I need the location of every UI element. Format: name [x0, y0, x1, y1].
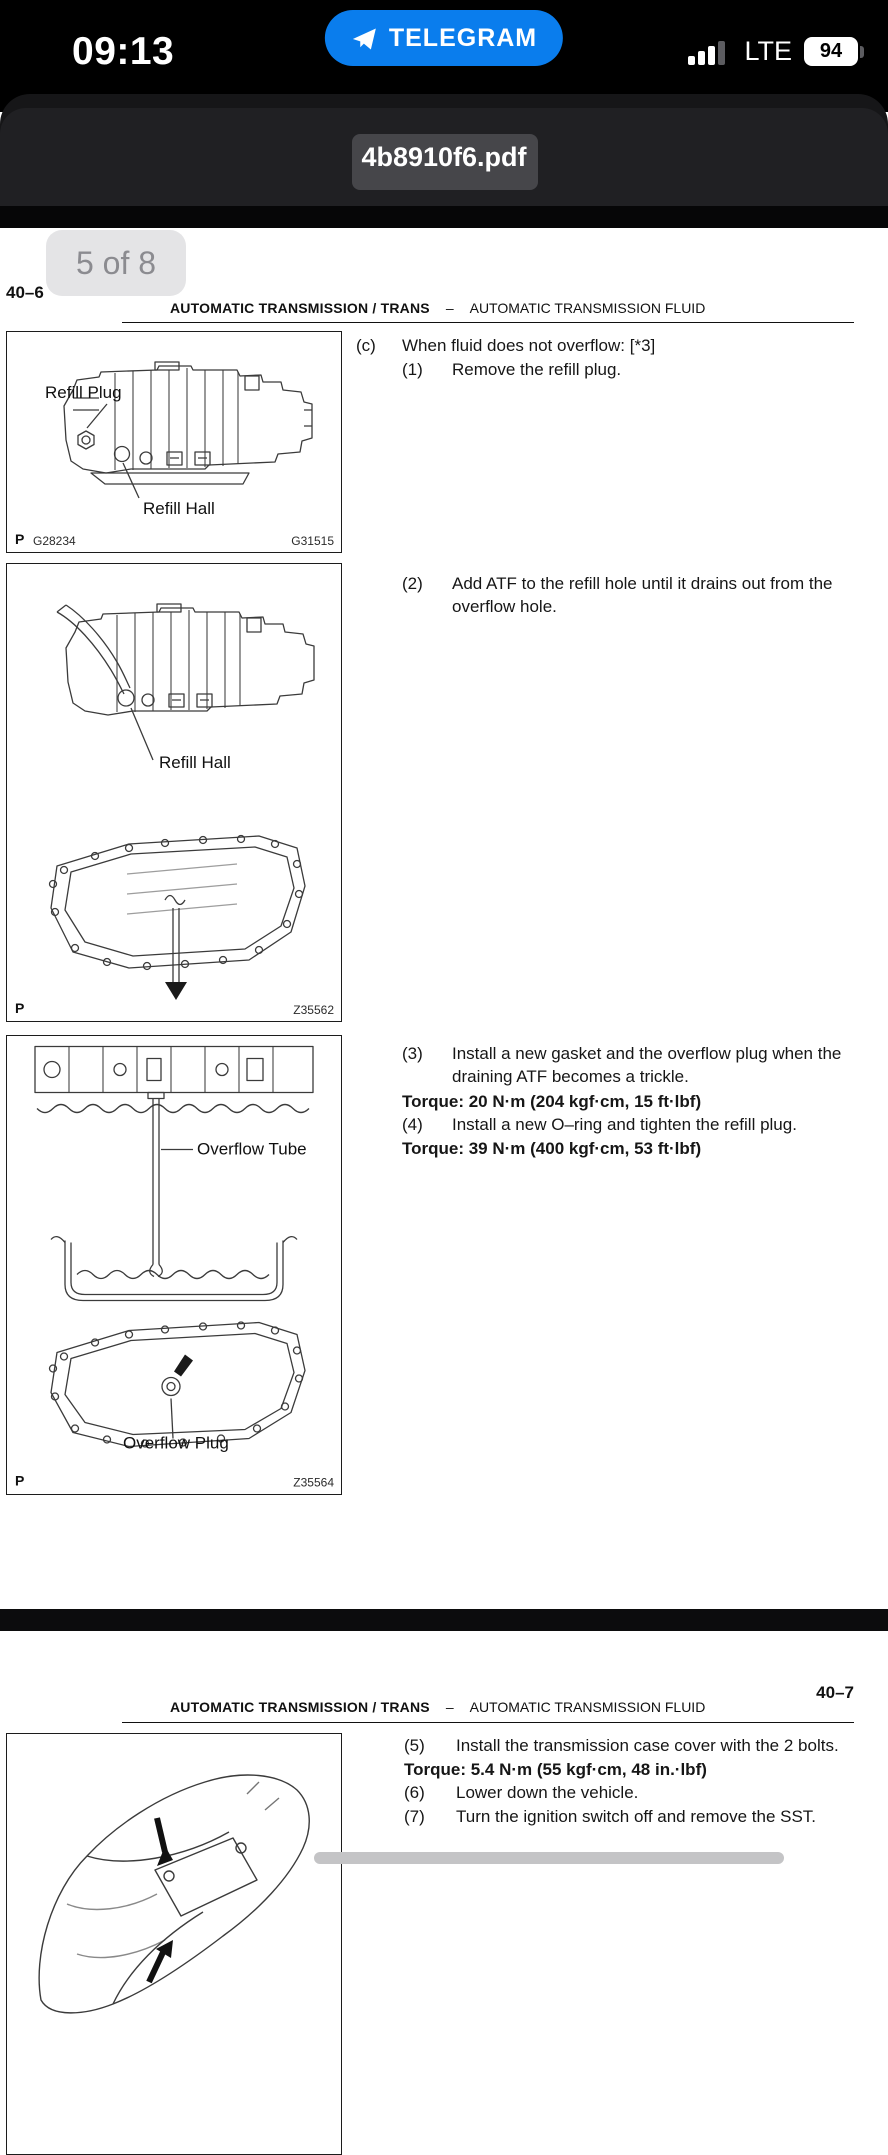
- transmission-and-pan-drawing: [7, 564, 341, 1021]
- step-marker: (2): [402, 574, 423, 593]
- figure-p-mark: P: [15, 531, 25, 547]
- step-text: Lower down the vehicle.: [456, 1783, 639, 1802]
- torque-row-3: [404, 1758, 707, 1781]
- step-marker: (6): [404, 1783, 425, 1802]
- network-type-label: LTE: [744, 36, 792, 66]
- torque-text: Torque: 39 N·m (400 kgf·cm, 53 ft·lbf): [402, 1139, 702, 1158]
- header-section: AUTOMATIC TRANSMISSION / TRANS: [170, 300, 430, 316]
- figure-code-right: G31515: [291, 534, 334, 548]
- status-time: 09:13: [72, 30, 175, 73]
- step-marker: (3): [402, 1044, 423, 1063]
- step-row-2: [402, 572, 858, 618]
- torque-text: Torque: 20 N·m (204 kgf·cm, 15 ft·lbf): [402, 1092, 702, 1111]
- step-marker: (7): [404, 1807, 425, 1826]
- step-row-3: [402, 1042, 858, 1088]
- step-marker: (5): [404, 1736, 425, 1755]
- figure-code-right: Z35564: [293, 1475, 334, 1490]
- step-row-4: [402, 1113, 797, 1136]
- figure-case-cover: [6, 1733, 342, 2155]
- step-text: Add ATF to the refill hole until it drains out from the overflow hole.: [452, 574, 833, 616]
- step-row-7: [404, 1805, 816, 1828]
- figure-code-right: Z35562: [293, 1003, 334, 1017]
- torque-text: Torque: 5.4 N·m (55 kgf·cm, 48 in.·lbf): [404, 1760, 707, 1779]
- label-refill-hall: Refill Hall: [143, 499, 215, 518]
- telegram-send-icon: [351, 25, 378, 52]
- document-title[interactable]: 4b8910f6.pdf: [361, 142, 527, 172]
- battery-nub: [860, 46, 864, 58]
- torque-row-2: [402, 1137, 701, 1160]
- battery-percent: 94: [819, 40, 843, 62]
- step-text: When fluid does not overflow: [*3]: [402, 336, 656, 355]
- overflow-tube-and-pan-drawing: [7, 1036, 341, 1494]
- transmission-perspective-drawing: [7, 1734, 341, 2154]
- step-text: Install a new gasket and the overflow plug when the draining ATF becomes a trickle.: [452, 1044, 842, 1086]
- signal-strength-icon: [686, 37, 732, 67]
- page-break-band: [0, 1609, 888, 1631]
- figure-code-left: G28234: [33, 534, 76, 548]
- step-row-5: [404, 1734, 839, 1757]
- header-rule: [122, 1722, 854, 1723]
- figure-p-mark: P: [15, 1000, 25, 1016]
- figure-p-mark: P: [15, 1472, 25, 1489]
- status-right-cluster: [686, 36, 864, 67]
- header-section: AUTOMATIC TRANSMISSION / TRANS: [170, 1699, 430, 1715]
- transmission-side-view-drawing: [7, 332, 341, 552]
- figure-overflow-tube: [6, 1035, 342, 1495]
- step-text: Install a new O–ring and tighten the refill plug.: [452, 1115, 797, 1134]
- figure-refill-plug: [6, 331, 342, 553]
- label-refill-hall: Refill Hall: [159, 753, 231, 772]
- telegram-return-button[interactable]: [325, 10, 563, 66]
- header-rule: [122, 322, 854, 323]
- step-text: Turn the ignition switch off and remove the SST.: [456, 1807, 817, 1826]
- label-overflow-tube: Overflow Tube: [197, 1139, 307, 1159]
- step-marker: (1): [402, 360, 423, 379]
- document-header: [0, 108, 888, 206]
- page-indicator: 5 of 8: [46, 230, 186, 296]
- step-text: Remove the refill plug.: [452, 360, 622, 379]
- horizontal-scroll-indicator[interactable]: [314, 1852, 784, 1864]
- step-marker: (4): [402, 1115, 423, 1134]
- torque-row-1: [402, 1090, 701, 1113]
- page-number-right: 40–7: [816, 1683, 854, 1702]
- telegram-label: TELEGRAM: [388, 23, 538, 52]
- header-dash: –: [445, 300, 454, 316]
- step-text: Install the transmission case cover with the 2 bolts.: [456, 1736, 839, 1755]
- page2-running-header: [170, 1699, 705, 1715]
- label-overflow-plug: Overflow Plug: [123, 1433, 229, 1453]
- header-divider: [0, 206, 888, 228]
- step-row-c: [356, 334, 655, 357]
- label-refill-plug: Refill Plug: [45, 383, 122, 402]
- header-dash: –: [445, 1699, 454, 1715]
- header-topic: AUTOMATIC TRANSMISSION FLUID: [469, 1699, 706, 1715]
- step-row-6: [404, 1781, 638, 1804]
- step-marker: (c): [356, 336, 376, 355]
- page-number-left: 40–6: [6, 283, 44, 302]
- figure-refill-hall-drain: [6, 563, 342, 1022]
- header-topic: AUTOMATIC TRANSMISSION FLUID: [469, 300, 706, 316]
- step-row-1: [402, 358, 621, 381]
- battery-icon: [804, 37, 864, 66]
- page1-running-header: [170, 300, 705, 316]
